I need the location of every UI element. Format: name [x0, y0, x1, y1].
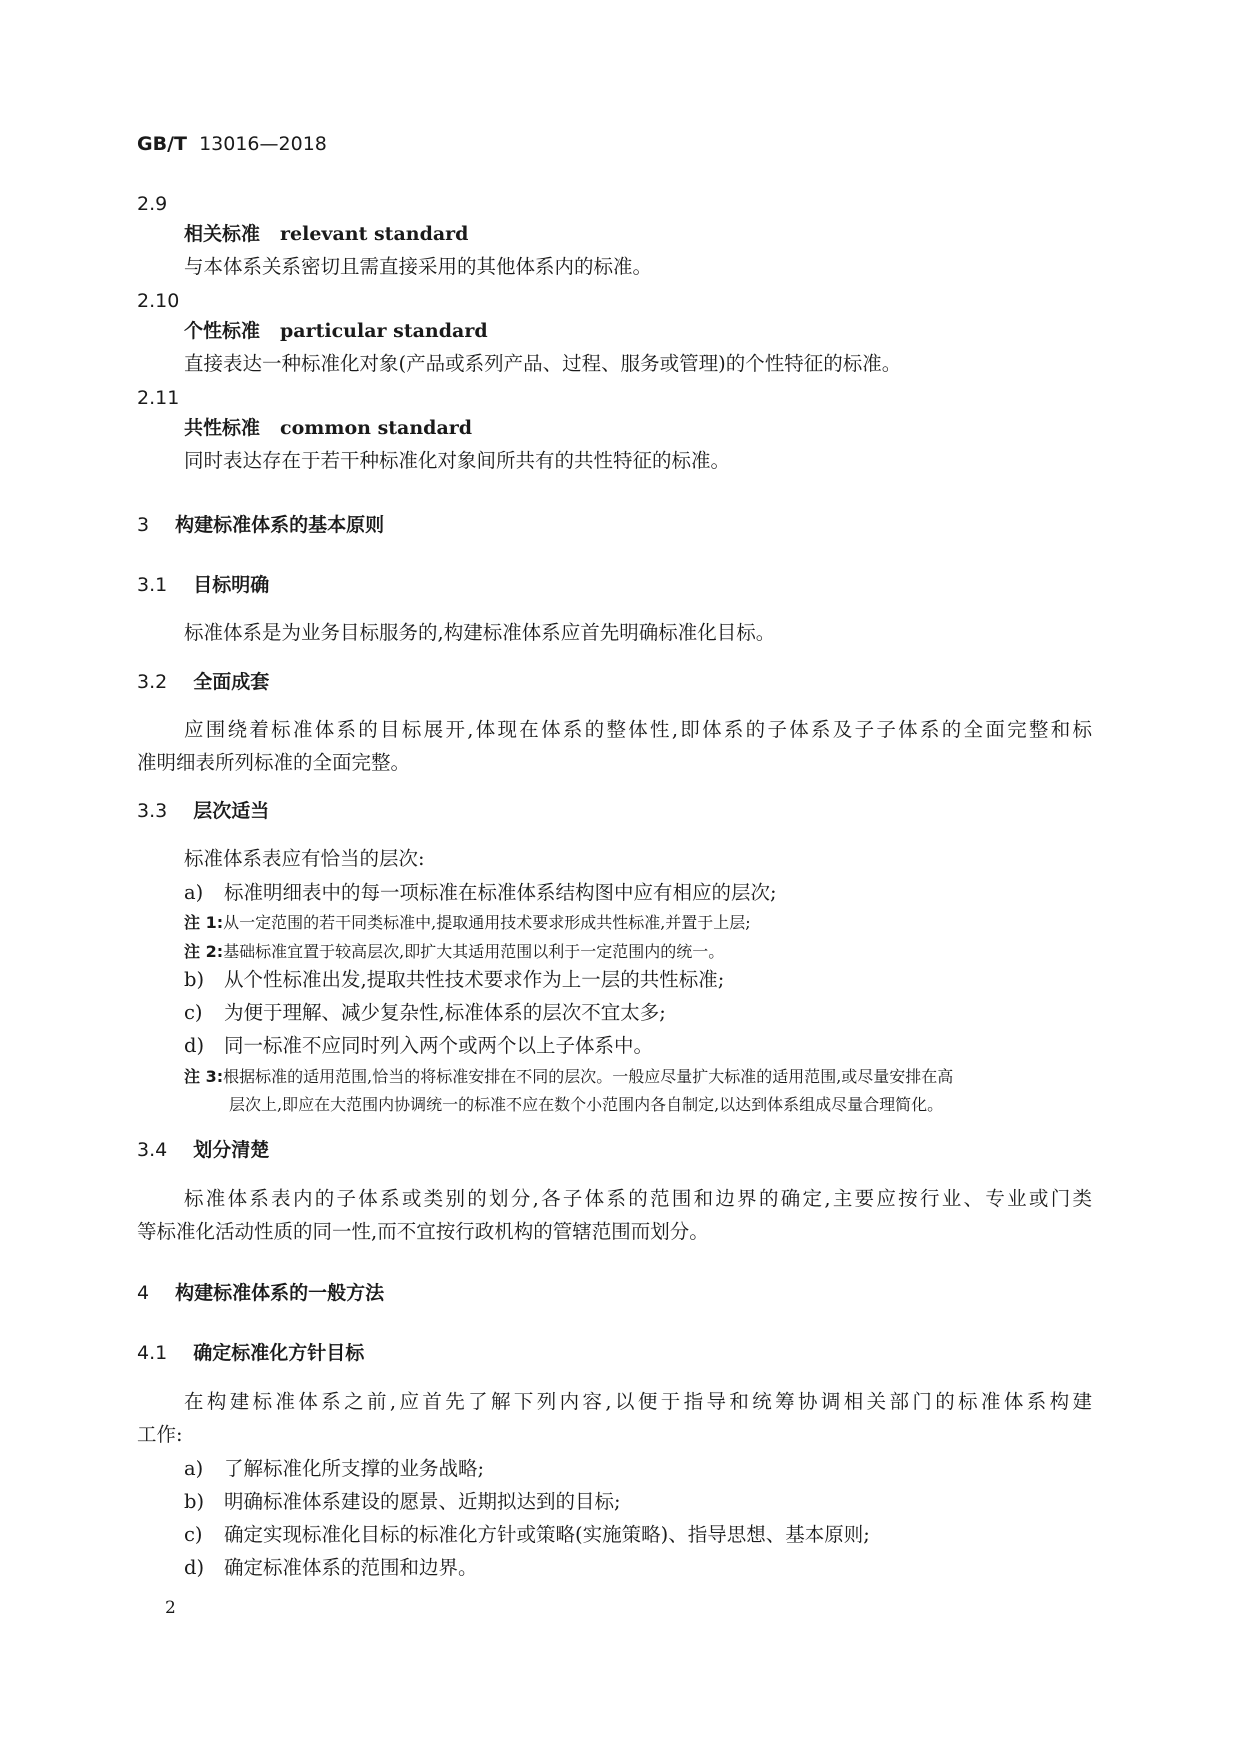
list-item [184, 880, 777, 906]
note-continuation: 层次上,即应在大范围内协调统一的标准不应在数个小范围内各自制定,以达到体系组成尽量合理简化。 [229, 1095, 944, 1114]
note-label: 注 3: [184, 1067, 224, 1086]
note-label: 注 2: [184, 942, 224, 961]
term-en: particular standard [280, 320, 488, 342]
subsection-heading [137, 1137, 269, 1163]
list-text: 标准明细表中的每一项标准在标准体系结构图中应有相应的层次; [224, 881, 777, 904]
list-text: 明确标准体系建设的愿景、近期拟达到的目标; [224, 1490, 621, 1513]
paragraph-line: 工作: [137, 1423, 183, 1446]
section-heading [137, 512, 384, 538]
paragraph-line: 标准体系表内的子体系或类别的划分,各子体系的范围和边界的确定,主要应按行业、专业或门类 [184, 1187, 1092, 1210]
subsection-title: 层次适当 [193, 800, 270, 822]
subsection-heading [137, 572, 269, 598]
subsection-heading [137, 798, 269, 824]
term-heading [184, 415, 472, 441]
paragraph-line: 在构建标准体系之前,应首先了解下列内容,以便于指导和统筹协调相关部门的标准体系构建 [184, 1390, 1092, 1413]
term-zh: 个性标准 [184, 320, 261, 342]
subsection-title: 划分清楚 [193, 1139, 270, 1161]
list-text: 确定标准体系的范围和边界。 [224, 1556, 478, 1579]
list-label: d) [184, 1034, 205, 1057]
term-zh: 相关标准 [184, 223, 261, 245]
list-item [184, 1489, 621, 1515]
term-zh: 共性标准 [184, 417, 261, 439]
list-label: b) [184, 1490, 205, 1513]
note [184, 912, 751, 934]
section-number: 4 [137, 1282, 150, 1304]
list-text: 了解标准化所支撑的业务战略; [224, 1457, 485, 1480]
subsection-heading [137, 1340, 364, 1366]
term-en: relevant standard [280, 223, 469, 245]
note-text: 从一定范围的若干同类标准中,提取通用技术要求形成共性标准,并置于上层; [223, 913, 751, 932]
list-label: c) [184, 1001, 203, 1024]
subsection-number: 3.2 [137, 671, 168, 693]
code-prefix: GB/T [137, 133, 187, 155]
subsection-title: 目标明确 [193, 574, 270, 596]
subsection-heading [137, 669, 269, 695]
subsection-number: 3.1 [137, 574, 168, 596]
section-number: 3 [137, 514, 150, 536]
document-code [137, 131, 327, 157]
section-heading [137, 1280, 384, 1306]
subsection-number: 3.3 [137, 800, 168, 822]
paragraph: 标准体系表应有恰当的层次: [184, 847, 425, 870]
page-number: 2 [165, 1598, 176, 1618]
list-label: d) [184, 1556, 205, 1579]
paragraph-line: 等标准化活动性质的同一性,而不宜按行政机构的管辖范围而划分。 [137, 1220, 709, 1243]
note-text: 基础标准宜置于较高层次,即扩大其适用范围以利于一定范围内的统一。 [223, 942, 725, 961]
term-heading [184, 318, 488, 344]
list-label: c) [184, 1523, 203, 1546]
list-item [184, 1033, 653, 1059]
note [184, 941, 724, 963]
subsection-number: 3.4 [137, 1139, 168, 1161]
section-title: 构建标准体系的基本原则 [175, 514, 385, 536]
list-item [184, 1456, 484, 1482]
term-definition: 与本体系关系密切且需直接采用的其他体系内的标准。 [184, 255, 653, 278]
subsection-number: 4.1 [137, 1342, 168, 1364]
list-item [184, 1555, 478, 1581]
subsection-title: 全面成套 [193, 671, 270, 693]
term-number: 2.10 [137, 290, 180, 312]
term-number: 2.11 [137, 387, 180, 409]
term-number: 2.9 [137, 193, 168, 215]
note [184, 1066, 953, 1088]
list-label: b) [184, 968, 205, 991]
list-item [184, 1000, 666, 1026]
term-definition: 同时表达存在于若干种标准化对象间所共有的共性特征的标准。 [184, 449, 731, 472]
list-label: a) [184, 881, 204, 904]
note-text: 根据标准的适用范围,恰当的将标准安排在不同的层次。一般应尽量扩大标准的适用范围,或尽量安排在高 [223, 1067, 954, 1086]
paragraph-line: 准明细表所列标准的全面完整。 [137, 751, 411, 774]
list-label: a) [184, 1457, 204, 1480]
list-text: 为便于理解、减少复杂性,标准体系的层次不宜太多; [224, 1001, 666, 1024]
term-definition: 直接表达一种标准化对象(产品或系列产品、过程、服务或管理)的个性特征的标准。 [184, 352, 902, 375]
code-number: 13016—2018 [199, 133, 327, 155]
term-en: common standard [280, 417, 473, 439]
subsection-title: 确定标准化方针目标 [193, 1342, 365, 1364]
note-label: 注 1: [184, 913, 224, 932]
term-heading [184, 221, 468, 247]
list-text: 从个性标准出发,提取共性技术要求作为上一层的共性标准; [224, 968, 725, 991]
paragraph: 标准体系是为业务目标服务的,构建标准体系应首先明确标准化目标。 [184, 621, 776, 644]
paragraph-line: 应围绕着标准体系的目标展开,体现在体系的整体性,即体系的子体系及子子体系的全面完整和标 [184, 718, 1092, 741]
list-item [184, 1522, 870, 1548]
list-text: 同一标准不应同时列入两个或两个以上子体系中。 [224, 1034, 654, 1057]
list-text: 确定实现标准化目标的标准化方针或策略(实施策略)、指导思想、基本原则; [224, 1523, 870, 1546]
section-title: 构建标准体系的一般方法 [175, 1282, 385, 1304]
list-item [184, 967, 724, 993]
